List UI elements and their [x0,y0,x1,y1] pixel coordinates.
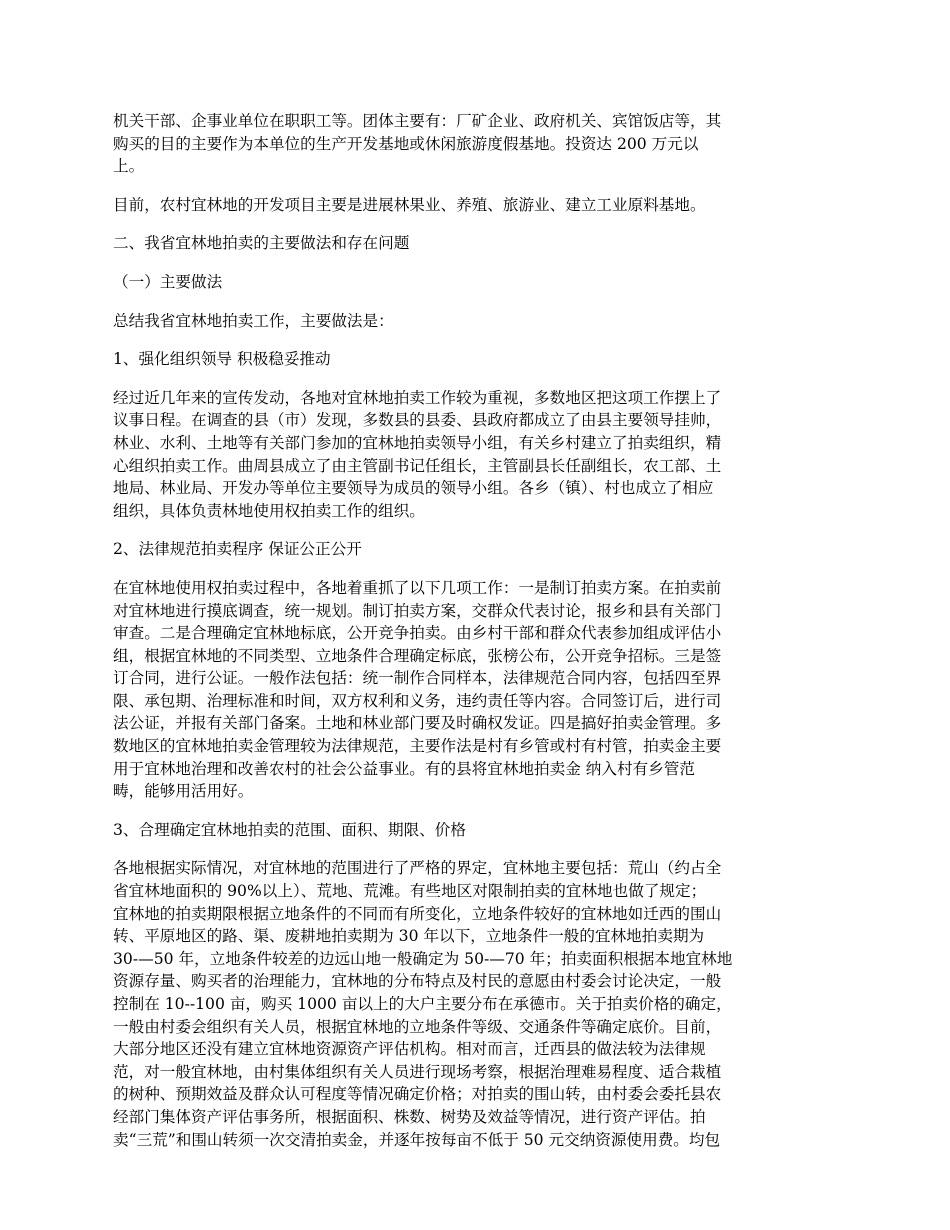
text-line: 机关干部、企事业单位在职职工等。团体主要有：厂矿企业、政府机关、宾馆饭店等，其 [113,112,722,130]
body-paragraph [113,110,843,178]
text-line: 议事日程。在调查的县（市）发现，多数县的县委、县政府都成立了由县主要领导挂帅， [113,411,722,430]
text-line: 二、我省宜林地拍卖的主要做法和存在问题 [113,234,410,253]
text-line: 一般由村委会组织有关人员，根据宜林地的立地条件等级、交通条件等确定底价。目前， [113,1017,722,1036]
text-line: 经过近几年来的宣传发动，各地对宜林地拍卖工作较为重视，多数地区把这项工作摆上了 [113,388,722,407]
text-line: 目前，农村宜林地的开发项目主要是进展林果业、养殖、旅游业、建立工业原料基地。 [113,195,706,214]
text-line: 地局、林业局、开发办等单位主要领导为成员的领导小组。各乡（镇）、村也成立了相应 [113,479,714,498]
text-line: 用于宜林地治理和改善农村的社会公益事业。有的县将宜林地拍卖金 纳入村有乡管范 [113,759,695,778]
body-paragraph [113,577,843,803]
text-line: 限、承包期、治理标准和时间，双方权利和义务，违约责任等内容。合同签订后，进行司 [113,691,722,710]
text-line: 资源存量、购买者的治理能力，宜林地的分布特点及村民的意愿由村委会讨论决定，一般 [113,972,722,991]
text-line: 组，根据宜林地的不同类型、立地条件合理确定标底，张榜公布，公开竞争招标。三是签 [113,646,722,665]
text-line: 在宜林地使用权拍卖过程中，各地着重抓了以下几项工作：一是制订拍卖方案。在拍卖前 [113,578,722,597]
text-line: （一）主要做法 [113,272,223,291]
text-line: 购买的目的主要作为本单位的生产开发基地或休闲旅游度假基地。投资达 200 万元以 [113,134,699,153]
document-page [113,110,843,1167]
text-line: 经部门集体资产评估事务所，根据面积、株数、树势及效益等情况，进行资产评估。拍 [113,1107,706,1126]
section-heading [113,271,843,294]
text-line: 控制在 10--100 亩，购买 1000 亩以上的大户主要分布在承德市。关于拍卖价格的确定， [113,995,732,1013]
text-line: 宜林地的拍卖期限根据立地条件的不同而有所变化，立地条件较好的宜林地如迁西的围山 [113,904,722,923]
text-line: 审查。二是合理确定宜林地标底，公开竞争拍卖。由乡村干部和群众代表参加组成评估小 [113,624,722,643]
text-line: 组织，具体负责林地使用权拍卖工作的组织。 [113,501,425,520]
text-line: 省宜林地面积的 90%以上）、荒地、荒滩。有些地区对限制拍卖的宜林地也做了规定； [113,882,707,901]
body-paragraph [113,857,843,1151]
text-line: 转、平原地区的路、渠、废耕地拍卖期为 30 年以下，立地条件一般的宜林地拍卖期为 [113,927,705,946]
text-line: 范，对一般宜林地，由村集体组织有关人员进行现场考察，根据治理难易程度、适合栽植 [113,1062,722,1081]
text-line: 大部分地区还没有建立宜林地资源资产评估机构。相对而言，迁西县的做法较为法律规 [113,1040,706,1059]
text-line: 1、强化组织领导 积极稳妥推动 [113,350,331,369]
text-line: 卖“三荒”和围山转须一次交清拍卖金，并逐年按每亩不低于 50 元交纳资源使用费。均包 [113,1130,721,1149]
text-line: 3、合理确定宜林地拍卖的范围、面积、期限、价格 [113,820,466,839]
text-line: 上。 [113,157,145,176]
text-line: 林业、水利、土地等有关部门参加的宜林地拍卖领导小组，有关乡村建立了拍卖组织，精 [113,433,722,452]
section-heading [113,819,843,842]
section-heading [113,348,843,371]
text-line: 畴，能够用活用好。 [113,782,254,801]
text-line: 订合同，进行公证。一般作法包括：统一制作合同样本，法律规范合同内容，包括四至界 [113,669,722,688]
section-heading [113,538,843,561]
text-line: 2、法律规范拍卖程序 保证公正公开 [113,540,362,559]
text-line: 30-—50 年，立地条件较差的边远山地一般确定为 50-—70 年；拍卖面积根据本地宜林地 [113,949,733,968]
text-line: 法公证，并报有关部门备案。土地和林业部门要及时确权发证。四是搞好拍卖金管理。多 [113,714,722,733]
text-line: 对宜林地进行摸底调查，统一规划。制订拍卖方案，交群众代表讨论，报乡和县有关部门 [113,601,722,620]
body-paragraph [113,387,843,523]
body-paragraph [113,310,843,333]
text-line: 数地区的宜林地拍卖金管理较为法律规范，主要作法是村有乡管或村有村管，拍卖金主要 [113,737,722,756]
text-line: 心组织拍卖工作。曲周县成立了由主管副书记任组长，主管副县长任副组长，农工部、土 [113,456,722,475]
body-paragraph [113,194,843,217]
text-line: 各地根据实际情况，对宜林地的范围进行了严格的界定，宜林地主要包括：荒山（约占全 [113,859,722,878]
text-line: 的树种、预期效益及群众认可程度等情况确定价格；对拍卖的围山转，由村委会委托县农 [113,1085,722,1104]
text-line: 总结我省宜林地拍卖工作，主要做法是： [113,311,394,330]
section-heading [113,232,843,255]
